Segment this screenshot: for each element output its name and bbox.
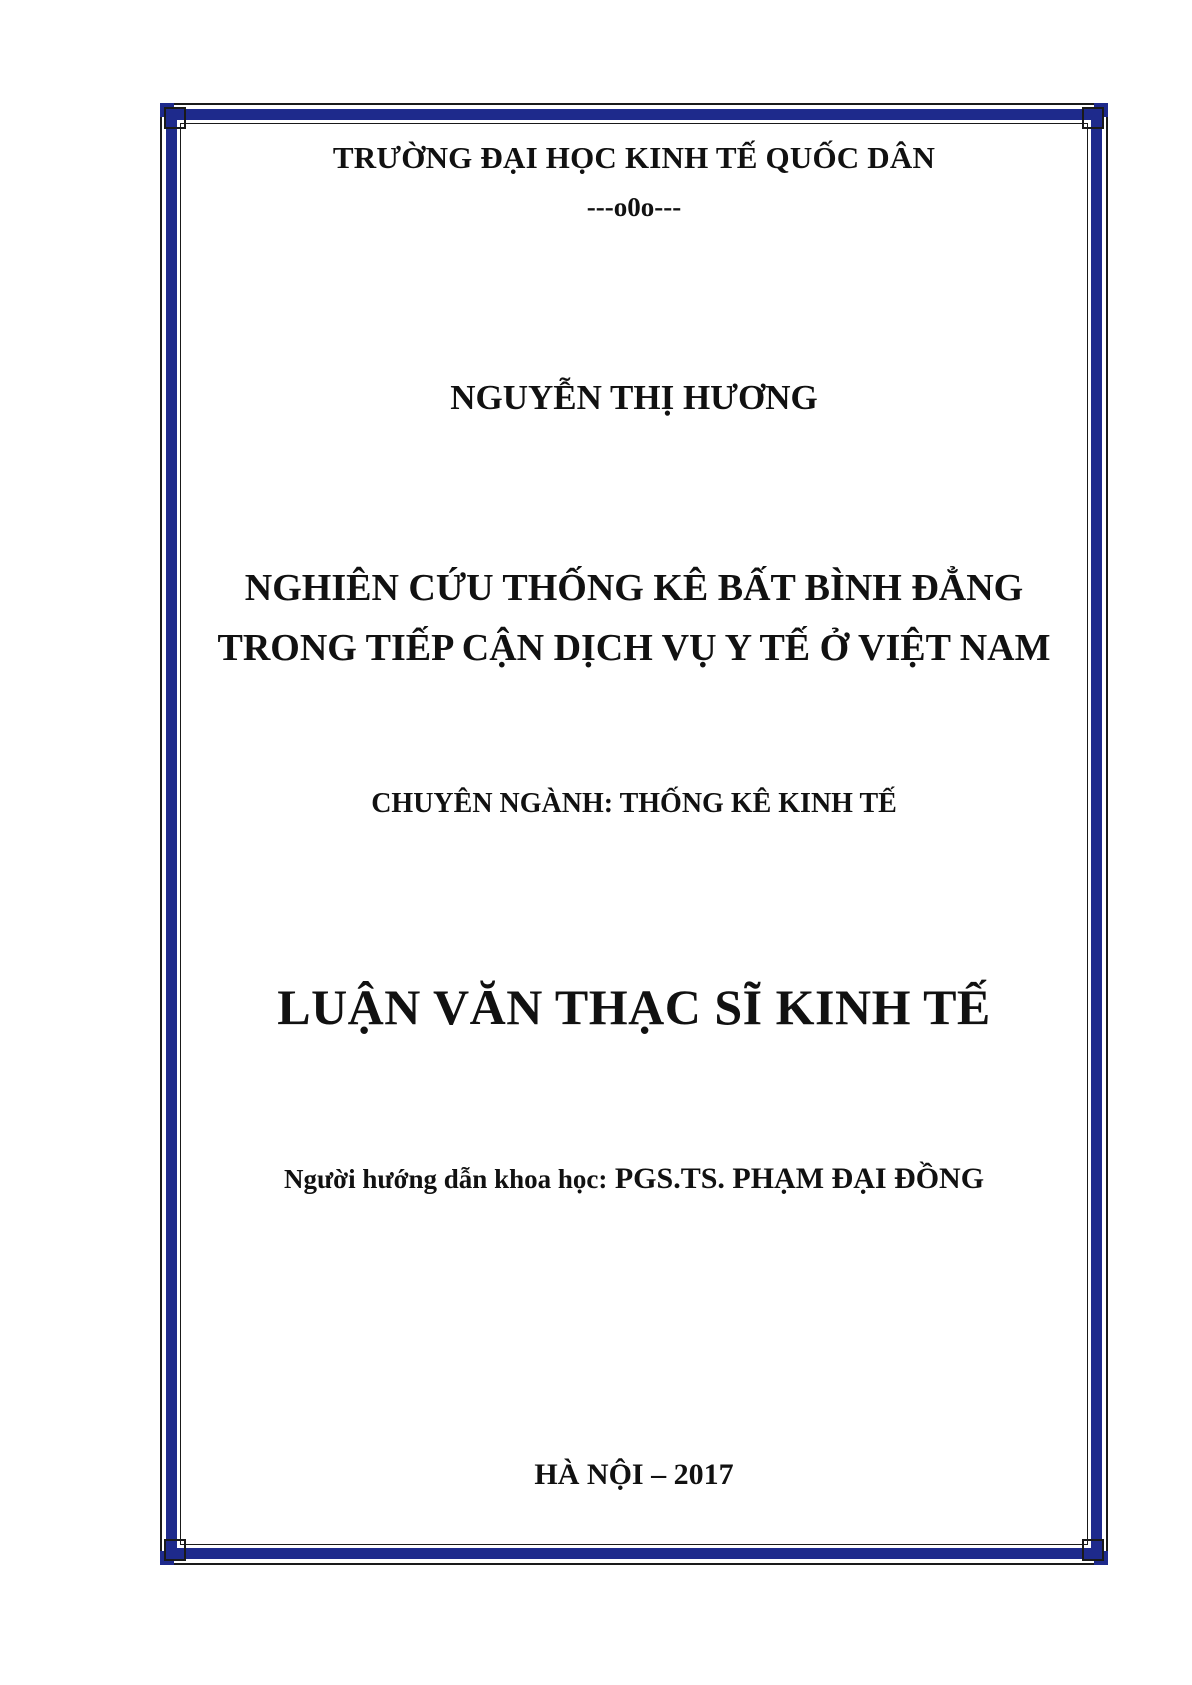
frame-corner-ornament-bottom-right bbox=[1082, 1539, 1112, 1569]
advisor-line bbox=[180, 1162, 1088, 1196]
frame-corner-ornament-top-right bbox=[1082, 99, 1112, 129]
author-name: NGUYỄN THỊ HƯƠNG bbox=[450, 378, 818, 417]
cover-frame-inner-border bbox=[180, 123, 1088, 1545]
major-field: CHUYÊN NGÀNH: THỐNG KÊ KINH TẾ bbox=[371, 788, 897, 819]
advisor-name: PGS.TS. PHẠM ĐẠI ĐỒNG bbox=[614, 1162, 985, 1195]
frame-corner-ornament-top-left bbox=[156, 99, 186, 129]
thesis-title-line-2: TRONG TIẾP CẬN DỊCH VỤ Y TẾ Ở VIỆT NAM bbox=[217, 627, 1051, 669]
degree-type: LUẬN VĂN THẠC SĨ KINH TẾ bbox=[277, 979, 991, 1035]
university-name: TRƯỜNG ĐẠI HỌC KINH TẾ QUỐC DÂN bbox=[332, 140, 936, 175]
decorative-separator: ---o0o--- bbox=[586, 192, 682, 222]
thesis-title-line-1: NGHIÊN CỨU THỐNG KÊ BẤT BÌNH ĐẲNG bbox=[244, 567, 1024, 609]
place-and-year: HÀ NỘI – 2017 bbox=[534, 1458, 734, 1491]
frame-corner-ornament-bottom-left bbox=[156, 1539, 186, 1569]
advisor-label: Người hướng dẫn khoa học: bbox=[283, 1164, 608, 1194]
